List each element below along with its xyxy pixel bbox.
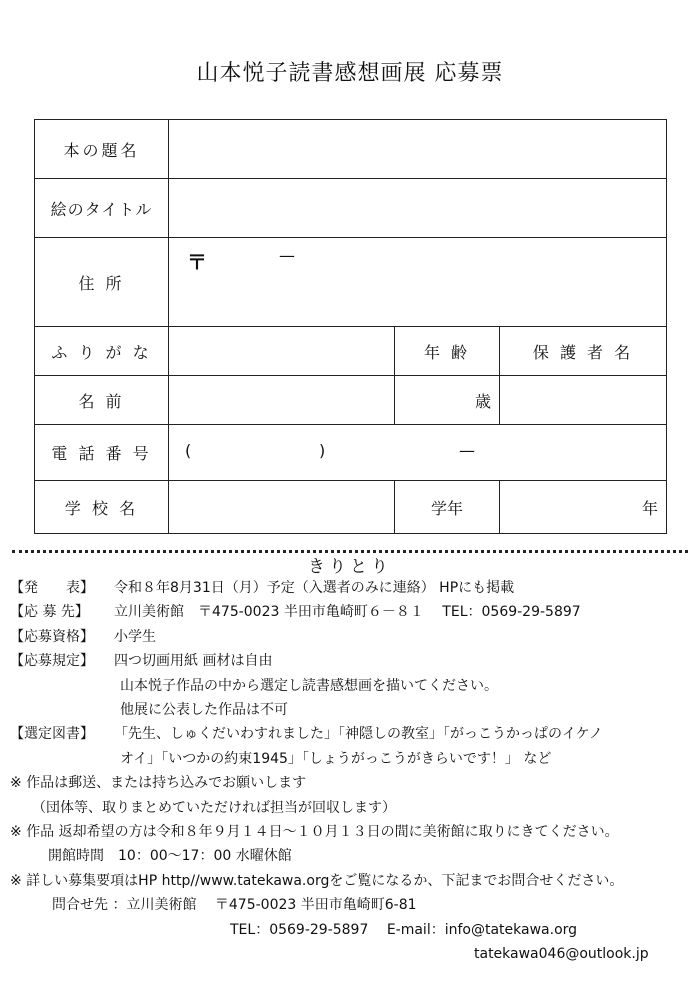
books-key: 【選定図書】 [10,726,94,743]
books-value-1: 「先生、しゅくだいわすれました」「神隠しの教室」「がっこうかっぱのイケノ [114,726,603,743]
postal-mark: 〒 [187,250,207,274]
contact-address: 問合せ先 ：立川美術館 〒475-0023 半田市亀崎町6-81 [52,897,417,914]
address-field[interactable] [169,238,667,327]
name-label: 名 前 [35,376,169,425]
grade-field[interactable] [500,481,667,534]
rules-value-2: 山本悦子作品の中から選定し読書感想画を描いてください。 [120,677,498,694]
phone-field[interactable] [169,425,667,481]
furigana-field[interactable] [169,327,395,376]
guardian-field[interactable] [500,376,667,425]
rules-value-1: 四つ切画用紙 画材は自由 [114,653,273,670]
postal-dash: — [279,246,295,265]
note-details: ※ 詳しい募集要項はHP http//www.tatekawa.orgをご覧になるか、下記までお問合せください。 [10,872,624,889]
guardian-label: 保 護 者 名 [500,327,667,376]
info-section [10,576,690,967]
picture-title-field[interactable] [169,179,667,238]
eligibility-row [10,625,690,649]
destination-row [10,600,690,624]
announce-row [10,576,690,600]
destination-key: 【応 募 先】 [10,604,89,621]
book-title-field[interactable] [169,120,667,179]
name-field[interactable] [169,376,395,425]
note-hours: 開館時間 10：00～17：00 水曜休館 [48,848,292,865]
announce-value: 令和８年8月31日（月）予定（入選者のみに連絡） HPにも掲載 [114,580,515,596]
rules-key: 【応募規定】 [10,653,94,670]
cut-label: きりとり [308,557,392,577]
application-form [34,119,667,534]
grade-unit: 年 [642,498,659,518]
phone-label: 電 話 番 号 [35,425,169,481]
phone-close-paren: ) [319,441,326,460]
announce-key: 【発 表】 [10,580,94,596]
age-unit: 歳 [474,391,491,411]
grade-label: 学年 [395,481,500,534]
eligibility-value: 小学生 [114,628,156,645]
age-field[interactable] [395,376,500,425]
contact-email-2: tatekawa046@outlook.jp [474,946,649,963]
age-label: 年 齢 [395,327,500,376]
school-field[interactable] [169,481,395,534]
books-row [10,722,690,746]
school-label: 学 校 名 [35,481,169,534]
furigana-label: ふ り が な [35,327,169,376]
books-value-2: オイ」「いつかの約束1945」「しょうがっこうがきらいです！」 など [120,750,552,767]
rules-value-3: 他展に公表した作品は不可 [120,702,288,719]
destination-value: 立川美術館 〒475-0023 半田市亀崎町６－８１ TEL：0569-29-5897 [114,604,581,621]
address-label: 住 所 [35,238,169,327]
note-submission: ※ 作品は郵送、または持ち込みでお願いします [10,775,307,792]
page-title: 山本悦子読書感想画展 応募票 [196,61,504,86]
picture-title-label: 絵のタイトル [35,179,169,238]
contact-phone-email: TEL：0569-29-5897 E-mail：info@tatekawa.org [230,921,578,938]
phone-dash: — [459,441,475,460]
note-group: （団体等、取りまとめていただければ担当が回収します） [32,799,396,816]
rules-row [10,649,690,673]
note-return: ※ 作品 返却希望の方は令和８年９月１４日～１０月１３日の間に美術館に取りにきてください。 [10,824,619,841]
eligibility-key: 【応募資格】 [10,628,94,645]
book-title-label: 本の題名 [35,120,169,179]
phone-open-paren: ( [185,441,192,460]
